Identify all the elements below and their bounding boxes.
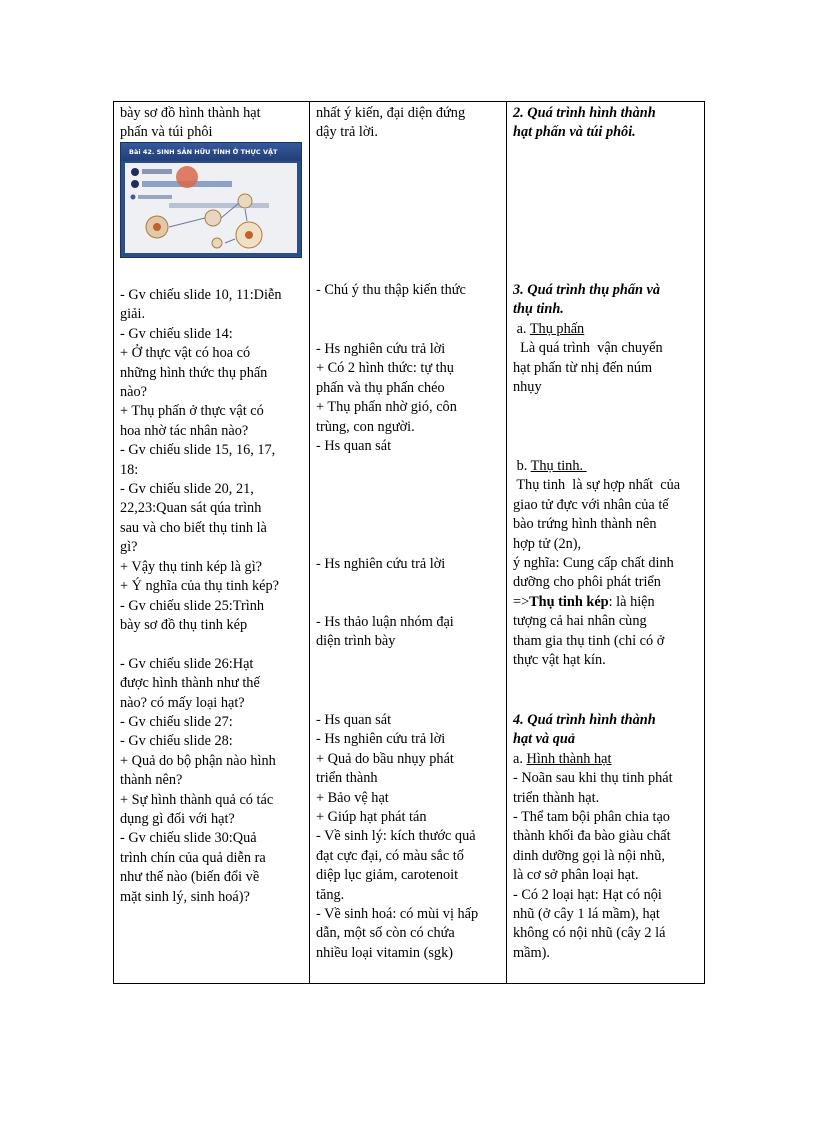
text-line: sau và cho biết thụ tinh là bbox=[120, 519, 267, 536]
text-line: đạt cực đại, có màu sắc tố bbox=[316, 847, 464, 864]
text-line: - Hs thảo luận nhóm đại bbox=[316, 614, 454, 630]
text-line: - Gv chiếu slide 15, 16, 17, bbox=[120, 442, 276, 459]
subsection-label: a. bbox=[513, 320, 530, 337]
subsection-title: Thụ phấn bbox=[529, 320, 585, 337]
text-line: - Về sinh hoá: có mùi vị hấp bbox=[316, 906, 479, 923]
content-section-2 bbox=[513, 104, 699, 143]
text-line: bào trứng hình thành nên bbox=[513, 516, 657, 533]
student-activity-discussion bbox=[316, 613, 500, 652]
text-line: + Thụ phấn nhờ gió, côn bbox=[316, 399, 457, 416]
text-line: hợp tử (2n), bbox=[513, 535, 582, 552]
slide-diagram bbox=[125, 163, 297, 253]
text-line: bày sơ đồ hình thành hạt bbox=[120, 105, 261, 121]
text-line: diệp lục giảm, carotenoit bbox=[316, 867, 459, 884]
text-line: dậy trả lời. bbox=[316, 124, 378, 141]
text-line: + Bảo vệ hạt bbox=[316, 789, 389, 806]
text-line: - Hs quan sát bbox=[316, 438, 392, 455]
double-fertilization-line bbox=[513, 593, 699, 612]
text-line: + Vậy thụ tinh kép là gì? bbox=[120, 558, 263, 575]
text-line: - Gv chiếu slide 20, 21, bbox=[120, 481, 254, 498]
text-line: tăng. bbox=[316, 886, 345, 903]
text-line: 18: bbox=[120, 461, 139, 478]
student-activity-fertilization bbox=[316, 555, 500, 574]
text-line: - Có 2 loại hạt: Hạt có nội bbox=[513, 886, 662, 903]
term-definition: : là hiện bbox=[608, 593, 655, 610]
text-line: hoa nhờ tác nhân nào? bbox=[120, 422, 249, 439]
slide-thumbnail bbox=[120, 142, 302, 258]
blank-line bbox=[120, 635, 306, 654]
text-line: không có nội nhũ (cây 2 lá bbox=[513, 925, 666, 942]
arrow-prefix: => bbox=[513, 593, 530, 610]
student-activity-note bbox=[316, 281, 500, 300]
text-line: - Gv chiếu slide 27: bbox=[120, 713, 233, 730]
text-line: + Có 2 hình thức: tự thụ bbox=[316, 360, 454, 377]
teacher-activity-intro bbox=[120, 104, 306, 143]
text-line: nhũ (ở cây 1 lá mầm), hạt bbox=[513, 906, 660, 923]
text-line: Thụ tinh là sự hợp nhất của bbox=[513, 477, 681, 494]
content-section-4 bbox=[513, 711, 699, 963]
subsection-seed bbox=[513, 750, 699, 769]
text-line: giao tử đực với nhân của tế bbox=[513, 496, 669, 513]
text-line: nào? có mấy loại hạt? bbox=[120, 694, 245, 711]
text-line: là cơ sở phân loại hạt. bbox=[513, 867, 639, 884]
text-line: trình chín của quả diễn ra bbox=[120, 849, 266, 866]
text-line: + Thụ phấn ở thực vật có bbox=[120, 403, 264, 420]
text-line: - Gv chiếu slide 28: bbox=[120, 733, 233, 750]
text-line: mặt sinh lý, sinh hoá)? bbox=[120, 888, 250, 905]
text-line: - Chú ý thu thập kiến thức bbox=[316, 282, 466, 298]
text-line: bày sơ đồ thụ tinh kép bbox=[120, 616, 248, 633]
text-line: diện trình bày bbox=[316, 633, 396, 650]
text-line: dụng gì đối với hạt? bbox=[120, 810, 235, 827]
slide-title: Bài 42. SINH SẢN HỮU TÍNH Ở THỰC VẬT bbox=[121, 143, 301, 161]
text-line: thành khối đa bào giàu chất bbox=[513, 828, 671, 845]
table-left-border bbox=[113, 101, 114, 984]
text-line: thành nên? bbox=[120, 772, 183, 789]
section-heading: 2. Quá trình hình thành bbox=[513, 105, 656, 121]
text-line: + Ở thực vật có hoa có bbox=[120, 345, 251, 362]
subsection-label: a. bbox=[513, 750, 527, 767]
text-line: ý nghĩa: Cung cấp chất dinh bbox=[513, 555, 674, 572]
text-line: triển thành bbox=[316, 770, 378, 787]
table-right-border bbox=[704, 101, 705, 984]
subsection-title: Hình thành hạt bbox=[526, 750, 612, 767]
student-activity-intro bbox=[316, 104, 500, 143]
text-line: tham gia thụ tinh (chỉ có ở bbox=[513, 632, 665, 649]
text-line: những hình thức thụ phấn bbox=[120, 364, 268, 381]
text-line: - Gv chiếu slide 26:Hạt bbox=[120, 655, 254, 672]
text-line: Là quá trình vận chuyển bbox=[513, 340, 663, 357]
text-line: nhiều loại vitamin (sgk) bbox=[316, 944, 453, 961]
text-line: dẫn, một số còn có chứa bbox=[316, 925, 455, 942]
text-line: dưỡng cho phôi phát triển bbox=[513, 574, 661, 591]
text-line: - Thể tam bội phân chia tạo bbox=[513, 809, 670, 826]
text-line: phấn và thụ phấn chéo bbox=[316, 379, 445, 396]
column-divider-1 bbox=[309, 101, 310, 984]
student-activity-pollination bbox=[316, 340, 500, 456]
text-line: - Gv chiếu slide 25:Trình bbox=[120, 597, 265, 614]
table-bottom-border bbox=[113, 983, 705, 984]
text-line: - Hs nghiên cứu trả lời bbox=[316, 341, 446, 357]
section-heading: thụ tinh. bbox=[513, 301, 564, 318]
text-line: gì? bbox=[120, 539, 138, 556]
text-line: nhụy bbox=[513, 379, 542, 396]
text-line: tượng cả hai nhân cùng bbox=[513, 613, 647, 630]
subsection-pollination bbox=[513, 320, 699, 339]
text-line: nhất ý kiến, đại diện đứng bbox=[316, 105, 466, 121]
content-fertilization bbox=[513, 457, 699, 670]
text-line: - Noãn sau khi thụ tinh phát bbox=[513, 770, 673, 787]
text-line: + Quả do bầu nhụy phát bbox=[316, 750, 454, 767]
text-line: - Hs quan sát bbox=[316, 712, 392, 728]
section-heading: 3. Quá trình thụ phấn và bbox=[513, 282, 660, 298]
text-line: triển thành hạt. bbox=[513, 789, 600, 806]
text-line: trùng, con người. bbox=[316, 418, 415, 435]
text-line: 22,23:Quan sát qúa trình bbox=[120, 500, 262, 517]
flower-diagram-image bbox=[125, 163, 297, 253]
content-section-3 bbox=[513, 281, 699, 397]
text-line: phấn và túi phôi bbox=[120, 124, 213, 141]
text-line: được hình thành như thế bbox=[120, 675, 260, 692]
term-double-fertilization: Thụ tinh kép bbox=[529, 593, 609, 610]
section-heading: 4. Quá trình hình thành bbox=[513, 712, 656, 728]
text-line: - Gv chiếu slide 14: bbox=[120, 325, 233, 342]
text-line: + Giúp hạt phát tán bbox=[316, 809, 427, 826]
subsection-title: Thụ tinh. bbox=[530, 458, 587, 474]
text-line: dinh dưỡng gọi là nội nhũ, bbox=[513, 847, 665, 864]
text-line: mầm). bbox=[513, 944, 550, 961]
student-activity-fruit bbox=[316, 711, 500, 963]
text-line: + Sự hình thành quả có tác bbox=[120, 791, 274, 808]
table-top-border bbox=[113, 101, 705, 102]
text-line: - Hs nghiên cứu trả lời bbox=[316, 556, 446, 572]
text-line: - Về sinh lý: kích thước quả bbox=[316, 828, 476, 845]
text-line: hạt phấn từ nhị đến núm bbox=[513, 359, 653, 376]
section-heading: hạt phấn và túi phôi. bbox=[513, 124, 636, 141]
subsection-fertilization bbox=[513, 457, 699, 476]
text-line: + Quả do bộ phận nào hình bbox=[120, 752, 276, 769]
text-line: + Ý nghĩa của thụ tinh kép? bbox=[120, 578, 279, 595]
text-line: giải. bbox=[120, 306, 146, 323]
section-heading: hạt và quả bbox=[513, 731, 575, 748]
text-line: - Hs nghiên cứu trả lời bbox=[316, 731, 446, 748]
text-line: - Gv chiếu slide 10, 11:Diễn bbox=[120, 287, 282, 303]
teacher-activity-main bbox=[120, 286, 306, 907]
column-divider-2 bbox=[506, 101, 507, 984]
text-line: nào? bbox=[120, 384, 147, 401]
text-line: như thế nào (biến đổi về bbox=[120, 869, 260, 886]
subsection-label: b. bbox=[513, 458, 531, 474]
text-line: thực vật hạt kín. bbox=[513, 652, 606, 669]
text-line: - Gv chiếu slide 30:Quả bbox=[120, 830, 257, 847]
